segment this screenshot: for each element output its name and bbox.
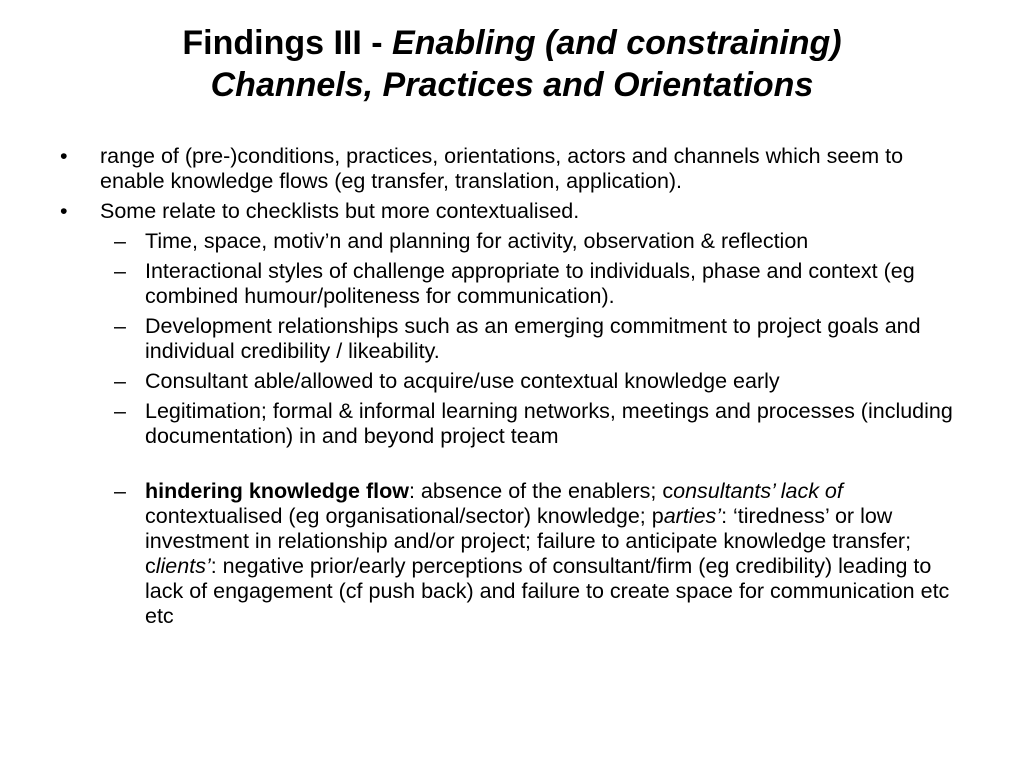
hindering-heading: hindering knowledge flow	[145, 479, 409, 503]
sub-bullet-marker: –	[114, 479, 126, 503]
sub-bullet-marker: –	[114, 369, 126, 393]
sub-bullet-item	[60, 259, 970, 309]
sub-bullet-item	[60, 399, 970, 449]
hindering-italic: onsultants’ lack of	[673, 479, 843, 503]
title-italic-line2: Channels, Practices and Orientations	[210, 66, 814, 104]
title-plain: Findings III -	[182, 24, 393, 62]
sub-bullet-marker: –	[114, 399, 126, 423]
hindering-seg: : ‘tiredness’ or low investment in relationship and/or project; failure to anticipate knowledge transfer; c	[145, 504, 912, 578]
hindering-seg: contextualised (eg organisational/sector) knowledge; p	[145, 504, 664, 528]
sub-bullet-item	[60, 229, 970, 254]
sub-bullet-text: Time, space, motiv’n and planning for activity, observation & reflection	[145, 229, 809, 253]
sub-bullet-text: Legitimation; formal & informal learning networks, meetings and processes (including documentation) in and beyond project team	[145, 399, 953, 448]
bullet-text: Some relate to checklists but more contextualised.	[100, 199, 580, 223]
hindering-seg: : absence of the enablers; c	[408, 479, 674, 503]
bullet-marker: •	[60, 199, 68, 223]
sub-bullet-item	[60, 369, 970, 394]
sub-bullet-marker: –	[114, 229, 126, 253]
title-italic-line1: Enabling (and constraining)	[392, 24, 842, 62]
hindering-text	[145, 479, 949, 628]
sub-bullet-item	[60, 314, 970, 364]
bullet-item	[60, 199, 970, 224]
bullet-text: range of (pre-)conditions, practices, orientations, actors and channels which seem to enable knowledge flows (eg transfer, translation, application).	[100, 144, 904, 193]
hindering-italic: lients’	[155, 554, 211, 578]
hindering-seg: : negative prior/early perceptions of consultant/firm (eg credibility) leading to lack of engagement (cf push back) and failure to create space for communication etc etc	[145, 554, 950, 628]
sub-bullet-marker: –	[114, 259, 126, 283]
hindering-item	[60, 479, 970, 629]
sub-bullet-text: Interactional styles of challenge appropriate to individuals, phase and context (eg combined humour/politeness for communication).	[145, 259, 915, 308]
sub-bullet-text: Consultant able/allowed to acquire/use contextual knowledge early	[145, 369, 780, 393]
sub-bullet-text: Development relationships such as an emerging commitment to project goals and individual credibility / likeability.	[145, 314, 921, 363]
slide-body	[60, 144, 970, 634]
slide-title	[60, 22, 964, 106]
hindering-italic: arties’	[663, 504, 722, 528]
bullet-item	[60, 144, 970, 194]
bullet-marker: •	[60, 144, 68, 168]
spacer	[60, 454, 970, 479]
sub-bullet-marker: –	[114, 314, 126, 338]
